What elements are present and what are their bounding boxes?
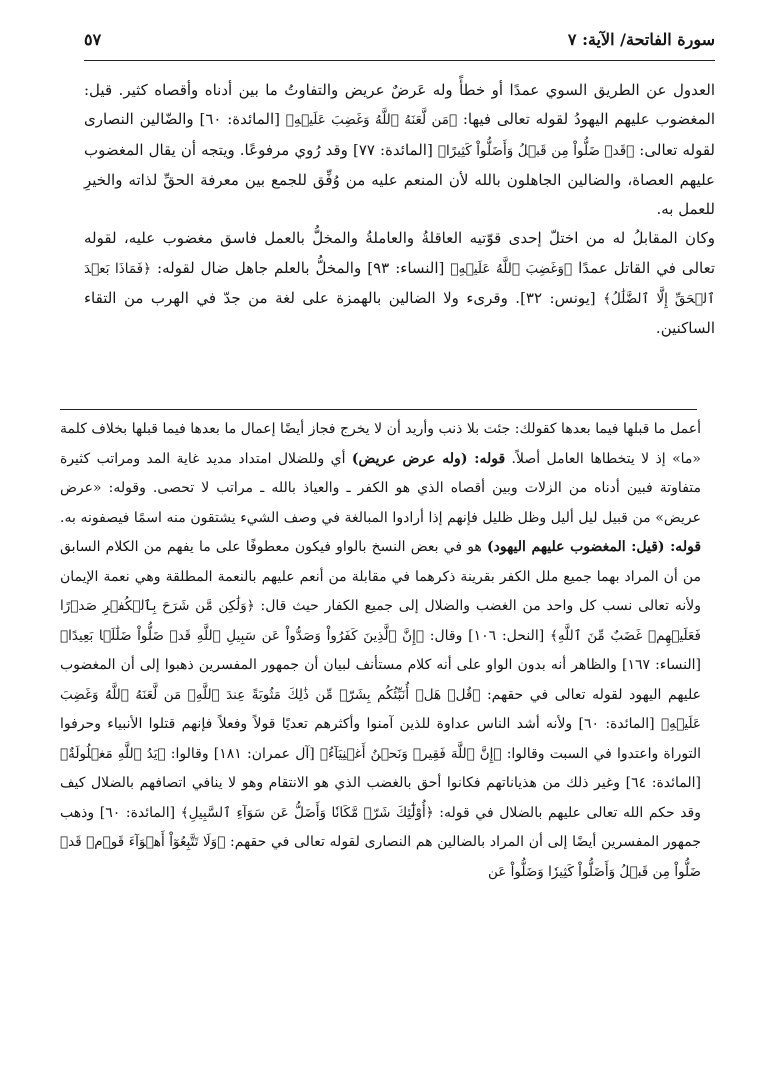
surah-verse-title: سورة الفاتحة/ الآية: ٧: [567, 30, 715, 49]
quran-quote: ﴿إِنَّ ٱللَّهَ فَقِيرٞ وَنَحۡنُ أَغۡنِيَآءُ﴾: [319, 745, 502, 762]
quran-quote: ﴿يَدُ ٱللَّهِ مَغۡلُولَةٌ﴾: [60, 745, 166, 762]
quran-quote: ﴿قَدۡ ضَلُّواْ مِن قَبۡلُ وَأَضَلُّواْ كَثِيرًا﴾: [437, 142, 635, 159]
text-run: [آل عمران: ١٨١] وقالوا:: [165, 745, 320, 762]
quran-quote: ﴿إِنَّ ٱلَّذِينَ كَفَرُواْ وَصَدُّواْ عَن سَبِيلِ ٱللَّهِ قَدۡ ضَلُّواْ ضَلَٰلَۢا بَعِيدًا﴾: [60, 627, 424, 644]
running-header: [84, 30, 715, 56]
quran-quote: ﴿وَغَضِبَ ٱللَّهُ عَلَيۡهِ﴾: [450, 260, 573, 277]
header-rule: [84, 60, 715, 61]
quran-quote: ﴿وَلَٰكِن مَّن شَرَحَ بِٱلۡكُفۡرِ صَدۡرًا فَعَلَيۡهِمۡ غَضَبٌ مِّنَ ٱللَّهِ﴾: [60, 598, 701, 644]
text-run: [يونس: ٣٢]. وقرىء ولا الضالين بالهمزة على لغة من جدّ في الهرب من التقاء الساكنين.: [84, 289, 715, 338]
page-number: ٥٧: [84, 30, 102, 49]
quran-quote: ﴿مَن لَّعَنَهُ ٱللَّهُ وَغَضِبَ عَلَيۡهِ﴾: [285, 112, 458, 129]
quran-quote: ﴿وَلَا تَتَّبِعُوٓاْ أَهۡوَآءَ قَوۡمٖ قَدۡ ضَلُّواْ مِن قَبۡلُ وَأَضَلُّواْ كَثِيرٗا وَضَلُّواْ عَن: [60, 834, 701, 880]
quran-quote: ﴿فَمَاذَا بَعۡدَ ٱلۡحَقِّ إِلَّا ٱلضَّلَٰلُ﴾: [84, 260, 715, 308]
text-run: [المائدة: ٦٠] والضّالين النصارى لقوله تعالى:: [84, 110, 715, 159]
footnote-commentary-text: [60, 415, 701, 887]
text-run: أي وللضلال امتداد مديد غاية المد ومراتب كثيرة متفاوتة فبين أدناه من الزلات وبين أقصاه الذي هو الكفر ـ والعياذ بالله ـ مراتب لا تحصى. وقوله: «عرض عريض» من قبيل ليل أليل وظل ظليل فإنهم إذا أرادوا المبالغة في وصف الشيء يشتقون منه اسمًا فيصفونه به.: [60, 450, 701, 526]
text-run: [المائدة: ٦٤] وغير ذلك من هذياناتهم فكانوا أحق بالغضب الذي هو الانتقام وهو لا ينافي اتصافهم بالضلال كيف وقد حكم الله تعالى عليهم بالضلال في قوله:: [60, 775, 701, 821]
text-run: العدول عن الطريق السوي عمدًا أو خطأً وله عَرضٌ عريض والتفاوتُ ما بين أدناه وأقصاه كثير. قيل: المغضوب عليهم اليهودُ لقوله تعالى فيها:: [84, 81, 715, 129]
footnote-paragraph: [60, 415, 701, 887]
text-run: هو في بعض النسخ بالواو فيكون معطوفًا على ما يفهم من الكلام السابق من أن المراد بهما جميع ملل الكفر بقرينة ذكرهما في مقابلة من أنعم عليهم بالنعمة المطلقة وهي نعمة الإيمان ولأنه تعالى نسب كل واحد من الغضب والضلال إلى جميع الكفار حيث قال:: [60, 539, 701, 614]
bold-lemma: قوله: (قيل: المغضوب عليهم اليهود): [487, 539, 702, 555]
text-run: [المائدة: ٧٧] وقد رُوي مرفوعًا. ويتجه أن يقال المغضوب عليهم العصاة، والضالين الجاهلون بالله لأن المنعم عليه من وُفِّق للجمع بين معرفة الحقِّ لذاته والخيرِ للعمل به.: [84, 140, 715, 219]
main-paragraph: [84, 76, 715, 224]
text-run: [النحل: ١٠٦] وقال:: [423, 627, 550, 644]
bold-lemma: قوله: (وله عرض عريض): [351, 450, 506, 467]
footnote-separator: [60, 409, 697, 410]
text-run: [المائدة: ٦٠] ولأنه أشد الناس عداوة للذين آمنوا وأكثرهم تعديًا قولاً وفعلاً فإنهم قتلوا الأنبياء وحرفوا التوراة واعتدوا في السبت وقالوا:: [60, 716, 701, 762]
text-run: [المائدة: ٦٠] وذهب جمهور المفسرين أيضًا إلى أن المراد بالضالين هم النصارى لقوله تعالى في حقهم:: [60, 804, 701, 850]
text-run: أعمل ما قبلها فيما بعدها كقولك: جئت بلا ذنب وأريد أن لا يخرج فجاز أيضًا إعمال ما بعدها فيما قبلها بخلاف كلمة «ما» إذ لا يتخطاها العامل أصلاً.: [60, 421, 701, 467]
main-paragraph: [84, 224, 715, 343]
text-run: [النساء: ٩٣] والمخلُّ بالعلم جاهل ضال لقوله:: [151, 258, 451, 277]
quran-quote: ﴿قُلۡ هَلۡ أُنَبِّئُكُم بِشَرّٖ مِّن ذَٰلِكَ مَثُوبَةً عِندَ ٱللَّهِۚ مَن لَّعَنَهُ ٱللَّهُ وَغَضِبَ عَلَيۡهِ﴾: [60, 686, 701, 732]
quran-quote: ﴿أُوْلَٰٓئِكَ شَرّٞ مَّكَانٗا وَأَضَلُّ عَن سَوَآءِ ٱلسَّبِيلِ﴾: [180, 804, 434, 821]
text-run: [النساء: ١٦٧] والظاهر أنه بدون الواو على أنه كلام مستأنف لبيان أن جمهور المفسرين ذهبوا إلى أن المغضوب عليهم اليهود لقوله تعالى في حقهم:: [60, 657, 701, 703]
main-commentary-text: [84, 76, 715, 344]
text-run: وكان المقابلُ له من اختلّ إحدى قوّتيه العاقلةُ والعاملةُ والمخلُّ بالعمل فاسق مغضوب عليه، لقوله تعالى في القاتل عمدًا: [84, 229, 715, 277]
